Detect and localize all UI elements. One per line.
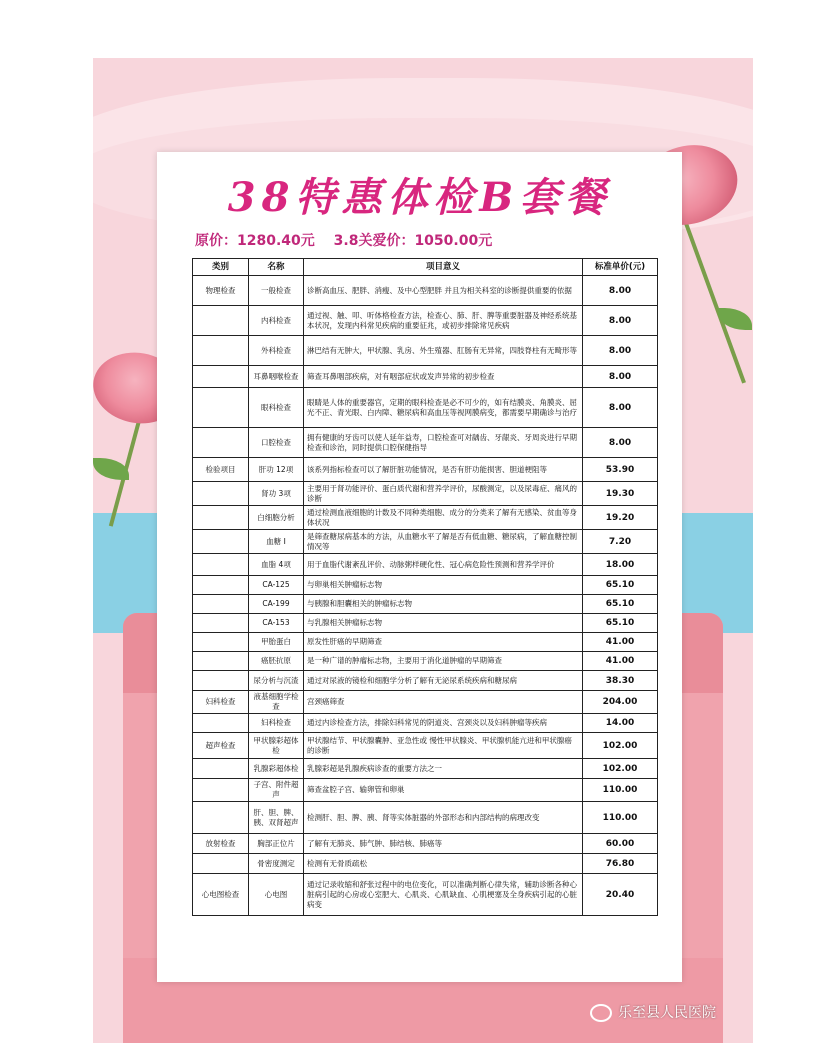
row-meaning: 是筛查糖尿病基本的方法，从血糖水平了解是否有低血糖、糖尿病，了解血糖控制情况等 — [304, 530, 583, 554]
row-price: 102.00 — [583, 759, 658, 779]
row-meaning: 是一种广谱的肿瘤标志物，主要用于消化道肿瘤的早期筛查 — [304, 652, 583, 671]
row-category: 物理检查 — [193, 276, 249, 306]
row-meaning: 与乳腺相关肿瘤标志物 — [304, 614, 583, 633]
table-row — [193, 276, 658, 306]
row-category — [193, 554, 249, 576]
row-meaning: 眼睛是人体的重要器官，定期的眼科检查是必不可少的，如有结膜炎、角膜炎、屈光不正、青光眼、白内障、糖尿病和高血压等视网膜病变，都需要早期确诊与治疗 — [304, 388, 583, 428]
row-meaning: 检测肝、胆、脾、胰、肾等实体脏器的外部形态和内部结构的病理改变 — [304, 802, 583, 834]
row-category: 检验项目 — [193, 458, 249, 482]
row-category: 心电图检查 — [193, 874, 249, 916]
row-price: 102.00 — [583, 733, 658, 759]
row-name: 血脂 4项 — [249, 554, 304, 576]
table-row — [193, 595, 658, 614]
row-meaning: 拥有健康的牙齿可以使人延年益寿，口腔检查可对龋齿、牙龈炎、牙周炎进行早期检查和诊治，同时提供口腔保健指导 — [304, 428, 583, 458]
table-row — [193, 854, 658, 874]
row-name: CA-125 — [249, 576, 304, 595]
page-title: 38特惠体检B套餐 — [227, 174, 612, 221]
row-price: 110.00 — [583, 779, 658, 802]
row-category: 放射检查 — [193, 834, 249, 854]
table-row — [193, 834, 658, 854]
row-price: 65.10 — [583, 595, 658, 614]
row-category — [193, 652, 249, 671]
row-price: 7.20 — [583, 530, 658, 554]
row-price: 76.80 — [583, 854, 658, 874]
row-meaning: 通过检测血液细胞的计数及不同种类细胞、成分的分类来了解有无感染、贫血等身体状况 — [304, 506, 583, 530]
row-name: CA-199 — [249, 595, 304, 614]
table-row — [193, 779, 658, 802]
row-name: 乳腺彩超体检 — [249, 759, 304, 779]
row-price: 8.00 — [583, 336, 658, 366]
row-category: 超声检查 — [193, 733, 249, 759]
table-row — [193, 306, 658, 336]
row-meaning: 淋巴结有无肿大，甲状腺、乳房、外生殖器、肛肠有无异常，四肢脊柱有无畸形等 — [304, 336, 583, 366]
table-row — [193, 802, 658, 834]
row-meaning: 主要用于肾功能评价、蛋白质代谢和营养学评价，尿酸测定，以及尿毒症、痛风的诊断 — [304, 482, 583, 506]
row-category — [193, 506, 249, 530]
row-price: 8.00 — [583, 388, 658, 428]
row-category — [193, 854, 249, 874]
row-meaning: 通过视、触、叩、听体格检查方法，检查心、肺、肝、脾等重要脏器及神经系统基本状况，发现内科常见疾病的重要征兆，或初步排除常见疾病 — [304, 306, 583, 336]
row-name: 白细胞分析 — [249, 506, 304, 530]
table-row — [193, 614, 658, 633]
row-name: CA-153 — [249, 614, 304, 633]
row-price: 8.00 — [583, 276, 658, 306]
table-row — [193, 388, 658, 428]
row-price: 110.00 — [583, 802, 658, 834]
row-price: 65.10 — [583, 576, 658, 595]
row-price: 14.00 — [583, 714, 658, 733]
table-row — [193, 691, 658, 714]
row-category — [193, 802, 249, 834]
row-name: 骨密度测定 — [249, 854, 304, 874]
table-row — [193, 671, 658, 691]
table-row — [193, 530, 658, 554]
table-row — [193, 874, 658, 916]
row-name: 胸部正位片 — [249, 834, 304, 854]
row-category — [193, 671, 249, 691]
row-price: 60.00 — [583, 834, 658, 854]
row-price: 18.00 — [583, 554, 658, 576]
table-row — [193, 428, 658, 458]
row-category — [193, 428, 249, 458]
price-line — [195, 230, 506, 250]
table-row — [193, 633, 658, 652]
table-row — [193, 482, 658, 506]
row-price: 65.10 — [583, 614, 658, 633]
row-name: 癌胚抗原 — [249, 652, 304, 671]
row-name: 外科检查 — [249, 336, 304, 366]
row-meaning: 用于血脂代谢紊乱评价、动脉粥样硬化性、冠心病危险性预测和营养学评价 — [304, 554, 583, 576]
row-price: 19.20 — [583, 506, 658, 530]
row-category — [193, 576, 249, 595]
row-meaning: 检测有无骨质疏松 — [304, 854, 583, 874]
table-row — [193, 336, 658, 366]
row-meaning: 与胰腺和胆囊相关的肿瘤标志物 — [304, 595, 583, 614]
row-name: 肝功 12项 — [249, 458, 304, 482]
row-price: 53.90 — [583, 458, 658, 482]
row-category — [193, 714, 249, 733]
row-price: 204.00 — [583, 691, 658, 714]
package-table — [192, 258, 658, 916]
row-meaning: 宫颈癌筛查 — [304, 691, 583, 714]
table-header-row — [193, 259, 658, 276]
header-meaning: 项目意义 — [304, 259, 583, 276]
row-name: 血糖 I — [249, 530, 304, 554]
row-name: 肾功 3项 — [249, 482, 304, 506]
row-price: 19.30 — [583, 482, 658, 506]
table-row — [193, 652, 658, 671]
row-name: 眼科检查 — [249, 388, 304, 428]
header-name: 名称 — [249, 259, 304, 276]
row-category — [193, 759, 249, 779]
row-category — [193, 482, 249, 506]
header-price: 标准单价(元) — [583, 259, 658, 276]
row-name: 尿分析与沉渣 — [249, 671, 304, 691]
row-category — [193, 366, 249, 388]
row-price: 8.00 — [583, 366, 658, 388]
watermark-text: 乐至县人民医院 — [618, 1005, 716, 1021]
row-name: 口腔检查 — [249, 428, 304, 458]
rose-leaf — [93, 458, 129, 480]
header-category: 类别 — [193, 259, 249, 276]
row-meaning: 了解有无肺炎、肺气肿、肺结核、肺癌等 — [304, 834, 583, 854]
price-sheet — [157, 152, 682, 982]
table-row — [193, 733, 658, 759]
original-price: 原价：1280.40元 — [195, 233, 315, 249]
row-price: 8.00 — [583, 428, 658, 458]
row-meaning: 乳腺彩超是乳腺疾病诊查的重要方法之一 — [304, 759, 583, 779]
row-name: 甲状腺彩超体检 — [249, 733, 304, 759]
table-row — [193, 506, 658, 530]
row-meaning: 通过记录收缩和舒张过程中的电位变化，可以准确判断心律失常，辅助诊断各种心脏病引起的心房或心室肥大、心肌炎、心肌缺血、心肌梗塞及全身疾病引起的心脏病变 — [304, 874, 583, 916]
row-name: 液基细胞学检查 — [249, 691, 304, 714]
row-category — [193, 614, 249, 633]
discount-price: 3.8关爱价：1050.00元 — [333, 233, 493, 249]
watermark — [590, 1002, 716, 1022]
row-meaning: 该系列指标检查可以了解肝脏功能情况，是否有肝功能损害、胆道梗阻等 — [304, 458, 583, 482]
row-meaning: 通过内诊检查方法，排除妇科常见的阴道炎、宫颈炎以及妇科肿瘤等疾病 — [304, 714, 583, 733]
wechat-icon — [590, 1004, 612, 1022]
table-row — [193, 458, 658, 482]
row-meaning: 通过对尿液的镜检和细胞学分析了解有无泌尿系统疾病和糖尿病 — [304, 671, 583, 691]
row-meaning: 与卵巢相关肿瘤标志物 — [304, 576, 583, 595]
table-row — [193, 759, 658, 779]
table-row — [193, 714, 658, 733]
row-name: 耳鼻咽喉检查 — [249, 366, 304, 388]
table-row — [193, 366, 658, 388]
row-meaning: 诊断高血压、肥胖、消瘦、及中心型肥胖 并且为相关科室的诊断提供重要的依据 — [304, 276, 583, 306]
row-price: 38.30 — [583, 671, 658, 691]
row-name: 心电图 — [249, 874, 304, 916]
row-price: 20.40 — [583, 874, 658, 916]
row-price: 41.00 — [583, 652, 658, 671]
row-category — [193, 388, 249, 428]
row-name: 内科检查 — [249, 306, 304, 336]
table-row — [193, 576, 658, 595]
row-category: 妇科检查 — [193, 691, 249, 714]
row-price: 8.00 — [583, 306, 658, 336]
row-meaning: 筛查耳鼻咽部疾病，对有咽部症状或发声异常的初步检查 — [304, 366, 583, 388]
row-name: 甲胎蛋白 — [249, 633, 304, 652]
row-name: 一般检查 — [249, 276, 304, 306]
table-row — [193, 554, 658, 576]
row-meaning: 筛查盆腔子宫、输卵管和卵巢 — [304, 779, 583, 802]
rose-stem — [684, 222, 746, 383]
row-category — [193, 530, 249, 554]
row-category — [193, 595, 249, 614]
row-meaning: 原发性肝癌的早期筛查 — [304, 633, 583, 652]
row-name: 肝、胆、脾、胰、双肾超声 — [249, 802, 304, 834]
row-category — [193, 336, 249, 366]
row-name: 子宫、附件超声 — [249, 779, 304, 802]
row-category — [193, 633, 249, 652]
row-category — [193, 306, 249, 336]
row-price: 41.00 — [583, 633, 658, 652]
row-name: 妇科检查 — [249, 714, 304, 733]
row-category — [193, 779, 249, 802]
row-meaning: 甲状腺结节、甲状腺囊肿、亚急性或 慢性甲状腺炎、甲状腺机能亢进和甲状腺癌的诊断 — [304, 733, 583, 759]
